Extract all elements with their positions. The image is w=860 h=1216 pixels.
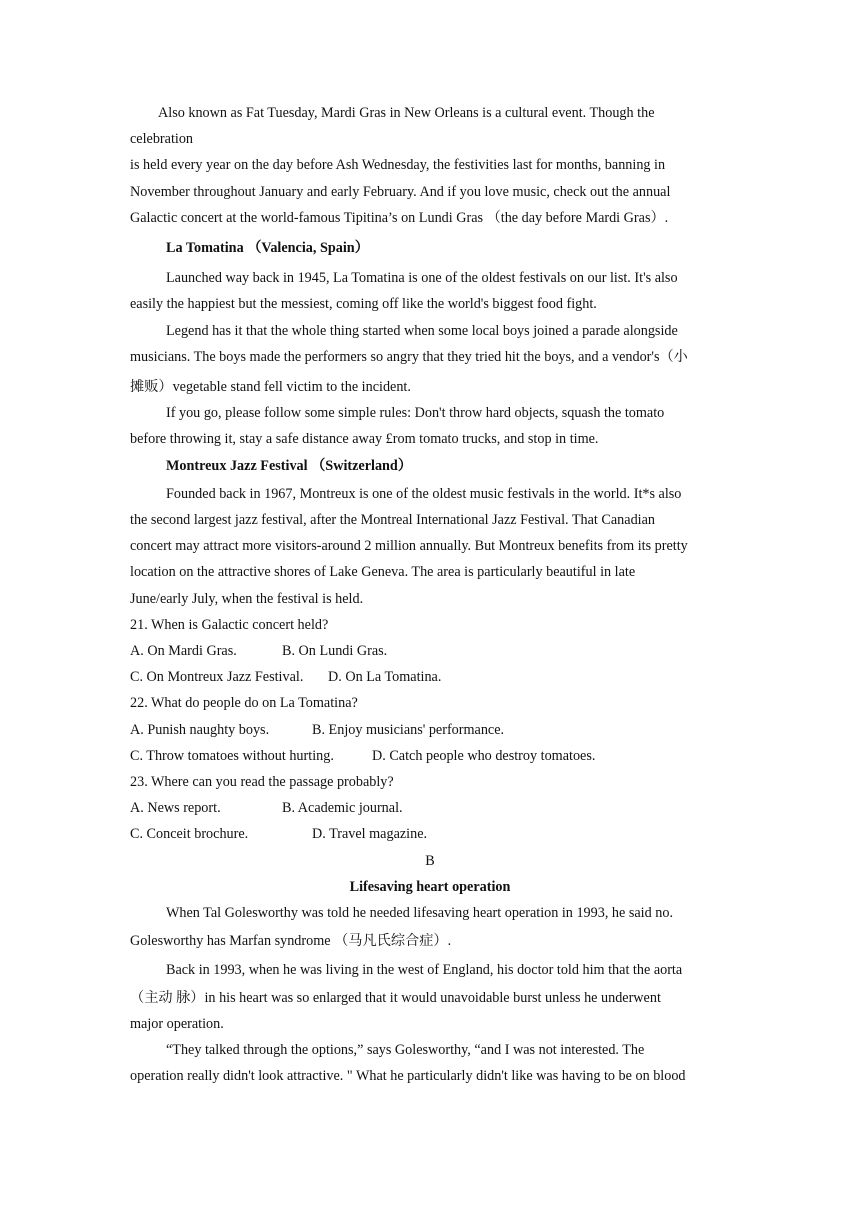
question-stem: 21. When is Galactic concert held? bbox=[130, 616, 329, 633]
paragraph-tomatina-2 bbox=[130, 318, 730, 401]
section-heading-montreux: Montreux Jazz Festival （Switzerland） bbox=[166, 457, 413, 474]
option-row bbox=[130, 795, 730, 821]
text-line: November throughout January and early February. And if you love music, check out the annual bbox=[130, 183, 671, 200]
document-content bbox=[130, 100, 730, 1090]
text-line: before throwing it, stay a safe distance away £rom tomato trucks, and stop in time. bbox=[130, 431, 599, 448]
question-23 bbox=[130, 769, 730, 848]
option-d: D. Travel magazine. bbox=[312, 826, 428, 843]
option-b: B. Academic journal. bbox=[282, 800, 403, 817]
text-line: Founded back in 1967, Montreux is one of the oldest music festivals in the world. It*s also bbox=[166, 485, 682, 502]
section-letter: B bbox=[425, 852, 435, 869]
option-b: B. On Lundi Gras. bbox=[282, 643, 388, 660]
text-line: is held every year on the day before Ash Wednesday, the festivities last for months, banning in bbox=[130, 157, 666, 174]
text-line: concert may attract more visitors-around 2 million annually. But Montreux benefits from its pretty bbox=[130, 538, 688, 555]
text-line: Launched way back in 1945, La Tomatina is one of the oldest festivals on our list. It's also bbox=[166, 270, 678, 287]
paragraph-b-3 bbox=[130, 1037, 730, 1089]
text-line: June/early July, when the festival is held. bbox=[130, 590, 364, 607]
question-22 bbox=[130, 690, 730, 769]
option-a: A. Punish naughty boys. bbox=[130, 721, 270, 738]
option-row bbox=[130, 743, 730, 769]
option-d: D. Catch people who destroy tomatoes. bbox=[372, 747, 596, 764]
option-c: C. On Montreux Jazz Festival. bbox=[130, 669, 304, 686]
text-line: Back in 1993, when he was living in the west of England, his doctor told him that the aorta bbox=[166, 961, 683, 978]
text-line: Legend has it that the whole thing started when some local boys joined a parade alongside bbox=[166, 322, 678, 339]
text-line: Golesworthy has Marfan syndrome （马凡氏综合症）. bbox=[130, 933, 452, 950]
option-row bbox=[130, 638, 730, 664]
text-line: celebration bbox=[130, 131, 194, 148]
text-line: （主动 脉）in his heart was so enlarged that it would unavoidable burst unless he underwent bbox=[130, 989, 661, 1006]
option-row bbox=[130, 821, 730, 847]
text-line: When Tal Golesworthy was told he needed lifesaving heart operation in 1993, he said no. bbox=[166, 905, 673, 922]
text-line: operation really didn't look attractive. " What he particularly didn't like was having to be on blood bbox=[130, 1068, 686, 1085]
text-line: 摊贩）vegetable stand fell victim to the incident. bbox=[130, 379, 411, 396]
paragraph-tomatina-1 bbox=[130, 265, 730, 317]
paragraph-b-2 bbox=[130, 957, 730, 1038]
option-c: C. Throw tomatoes without hurting. bbox=[130, 747, 334, 764]
passage-title: Lifesaving heart operation bbox=[349, 878, 511, 895]
text-line: easily the happiest but the messiest, coming off like the world's biggest food fight. bbox=[130, 296, 597, 313]
text-line: If you go, please follow some simple rules: Don't throw hard objects, squash the tomato bbox=[166, 405, 665, 422]
question-stem: 23. Where can you read the passage probably? bbox=[130, 774, 394, 791]
text-line: Galactic concert at the world-famous Tipitina’s on Lundi Gras （the day before Mardi Gras）. bbox=[130, 209, 669, 226]
text-line: the second largest jazz festival, after the Montreal International Jazz Festival. That Canadian bbox=[130, 512, 655, 529]
section-heading-tomatina: La Tomatina （Valencia, Spain） bbox=[166, 240, 369, 257]
text-line: musicians. The boys made the performers so angry that they tried hit the boys, and a vendor's（小 bbox=[130, 348, 688, 365]
question-stem: 22. What do people do on La Tomatina? bbox=[130, 695, 358, 712]
text-line: “They talked through the options,” says Golesworthy, “and I was not interested. The bbox=[166, 1042, 645, 1059]
paragraph-tomatina-3 bbox=[130, 400, 730, 452]
text-line: Also known as Fat Tuesday, Mardi Gras in New Orleans is a cultural event. Though the bbox=[158, 105, 655, 121]
option-b: B. Enjoy musicians' performance. bbox=[312, 721, 505, 738]
text-line: major operation. bbox=[130, 1015, 224, 1032]
option-a: A. News report. bbox=[130, 800, 221, 817]
option-row bbox=[130, 717, 730, 743]
option-c: C. Conceit brochure. bbox=[130, 826, 249, 843]
text-line: location on the attractive shores of Lake Geneva. The area is particularly beautiful in late bbox=[130, 564, 636, 581]
option-d: D. On La Tomatina. bbox=[328, 669, 442, 686]
paragraph-b-1 bbox=[130, 900, 730, 954]
option-a: A. On Mardi Gras. bbox=[130, 643, 237, 660]
option-row bbox=[130, 664, 730, 690]
paragraph-mardi-gras bbox=[130, 100, 730, 231]
paragraph-montreux bbox=[130, 481, 730, 612]
question-21 bbox=[130, 612, 730, 691]
